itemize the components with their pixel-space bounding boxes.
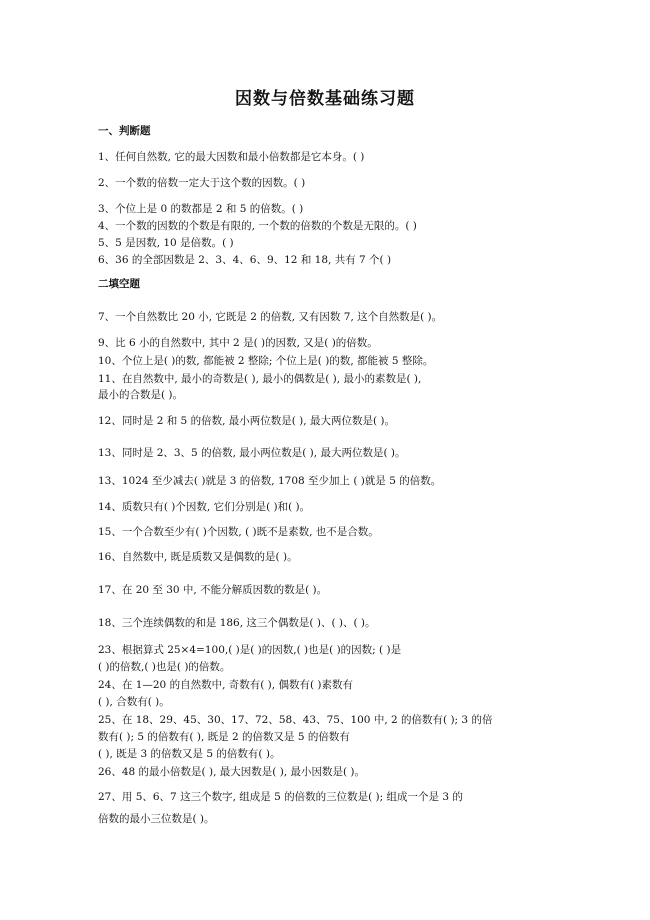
- section-heading-fill: 二填空题: [98, 278, 140, 290]
- question-14: 14、质数只有( )个因数, 它们分别是( )和( )。: [98, 501, 311, 513]
- question-3: 3、个位上是 0 的数都是 2 和 5 的倍数。( ): [98, 203, 304, 215]
- question-6: 6、36 的全部因数是 2、3、4、6、9、12 和 18, 共有 7 个( ): [98, 254, 392, 266]
- question-9: 9、比 6 小的自然数中, 其中 2 是( )的因数, 又是( )的倍数。: [98, 337, 378, 349]
- question-27-line-2: 倍数的最小三位数是( )。: [98, 813, 215, 825]
- question-18: 18、三个连续偶数的和是 186, 这三个偶数是( )、( )、( )。: [98, 617, 376, 629]
- question-11-line-1: 11、在自然数中, 最小的奇数是( ), 最小的偶数是( ), 最小的素数是( ),: [98, 373, 422, 385]
- question-25-line-1: 25、在 18、29、45、30、17、72、58、43、75、100 中, 2 的倍数有( ); 3 的倍: [98, 714, 493, 726]
- question-2: 2、一个数的倍数一定大于这个数的因数。( ): [98, 177, 306, 189]
- question-24-line-1: 24、在 1—20 的自然数中, 奇数有( ), 偶数有( )素数有: [98, 679, 353, 691]
- page-title: 因数与倍数基础练习题: [235, 89, 415, 109]
- question-10: 10、个位上是( )的数, 都能被 2 整除; 个位上是( )的数, 都能被 5 整除。: [98, 355, 434, 367]
- question-13: 13、同时是 2、3、5 的倍数, 最小两位数是( ), 最大两位数是( )。: [98, 447, 406, 459]
- question-16: 16、自然数中, 既是质数又是偶数的是( )。: [98, 551, 298, 563]
- question-1: 1、任何自然数, 它的最大因数和最小倍数都是它本身。( ): [98, 151, 365, 163]
- question-12: 12、同时是 2 和 5 的倍数, 最小两位数是( ), 最大两位数是( )。: [98, 415, 395, 427]
- question-25-line-2: 数有( ); 5 的倍数有( ), 既是 2 的倍数又是 5 的倍数有: [98, 731, 350, 743]
- question-13b: 13、1024 至少减去( )就是 3 的倍数, 1708 至少加上 ( )就是 5 的倍数。: [98, 475, 442, 487]
- question-23-line-2: ( )的倍数,( )也是( )的倍数。: [98, 661, 231, 673]
- question-24-line-2: ( ), 合数有( )。: [98, 696, 170, 708]
- question-27-line-1: 27、用 5、6、7 这三个数字, 组成是 5 的倍数的三位数是( ); 组成一个是 3 的: [98, 791, 463, 803]
- question-11-line-2: 最小的合数是( )。: [98, 389, 184, 401]
- question-26: 26、48 的最小倍数是( ), 最大因数是( ), 最小因数是( )。: [98, 766, 366, 778]
- question-25-line-3: ( ), 既是 3 的倍数又是 5 的倍数有( )。: [98, 748, 281, 760]
- question-4: 4、一个数的因数的个数是有限的, 一个数的倍数的个数是无限的。( ): [98, 220, 417, 232]
- question-5: 5、5 是因数, 10 是倍数。( ): [98, 237, 234, 249]
- question-7: 7、一个自然数比 20 小, 它既是 2 的倍数, 又有因数 7, 这个自然数是( )。: [98, 311, 443, 323]
- question-15: 15、一个合数至少有( )个因数, ( )既不是素数, 也不是合数。: [98, 526, 379, 538]
- question-17: 17、在 20 至 30 中, 不能分解质因数的数是( )。: [98, 584, 328, 596]
- section-heading-judge: 一、判断题: [98, 125, 151, 137]
- question-23-line-1: 23、根据算式 25×4=100,( )是( )的因数,( )也是( )的因数; ( )是: [98, 644, 402, 656]
